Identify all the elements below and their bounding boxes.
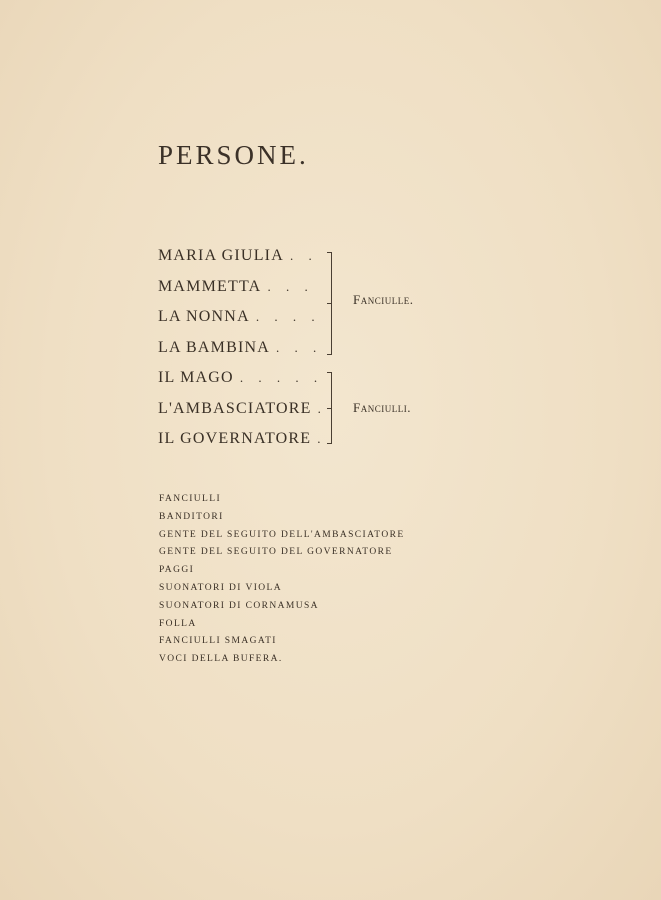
cast-item xyxy=(158,366,458,397)
cast-name: MAMMETTA xyxy=(158,277,262,295)
group-label-boys: Fanciulli. xyxy=(353,400,411,415)
brace-tick xyxy=(327,372,331,373)
cast-item xyxy=(158,244,458,275)
list-item: VOCI DELLA BUFERA. xyxy=(159,654,283,665)
cast-item xyxy=(158,427,458,458)
list-item: SUONATORI DI VIOLA xyxy=(159,582,283,593)
leader-dots: . xyxy=(317,400,327,416)
list-item: PAGGI xyxy=(159,565,195,576)
list-item: FOLLA xyxy=(159,618,197,629)
list-item: SUONATORI DI CORNAMUSA xyxy=(159,600,319,611)
cast-name: LA BAMBINA xyxy=(158,338,271,356)
leader-dots: . . xyxy=(289,248,318,263)
list-item: GENTE DEL SEGUITO DELL'AMBASCIATORE xyxy=(159,529,405,540)
brace-tick xyxy=(327,354,331,355)
cast-item xyxy=(158,397,458,428)
extras-list xyxy=(159,492,405,670)
page-title: PERSONE. xyxy=(158,140,309,170)
list-item: GENTE DEL SEGUITO DEL GOVERNATORE xyxy=(159,547,393,558)
cast-item xyxy=(158,336,458,367)
cast-name: IL GOVERNATORE xyxy=(158,430,312,447)
leader-dots: . xyxy=(317,431,327,446)
group-label-girls: Fanciulle. xyxy=(353,292,414,307)
list-item: FANCIULLI xyxy=(159,494,222,504)
cast-name: L'AMBASCIATORE xyxy=(158,399,312,417)
leader-dots: . . . . . xyxy=(239,370,324,385)
list-item: BANDITORI xyxy=(159,511,224,522)
cast-name: MARIA GIULIA xyxy=(158,247,284,264)
cast-name: LA NONNA xyxy=(158,308,250,325)
brace-tick xyxy=(327,252,331,253)
brace-tick xyxy=(327,303,331,304)
leader-dots: . . . xyxy=(276,339,323,355)
list-item: FANCIULLI SMAGATI xyxy=(159,636,277,647)
brace-tick xyxy=(327,443,331,444)
cast-item xyxy=(158,305,458,336)
cast-name: IL MAGO xyxy=(158,369,234,386)
leader-dots: . . . xyxy=(267,278,314,294)
cast-list xyxy=(158,244,458,458)
brace-boys xyxy=(331,372,332,444)
brace-tick xyxy=(327,408,331,409)
leader-dots: . . . . xyxy=(255,309,321,324)
brace-girls xyxy=(331,252,332,355)
